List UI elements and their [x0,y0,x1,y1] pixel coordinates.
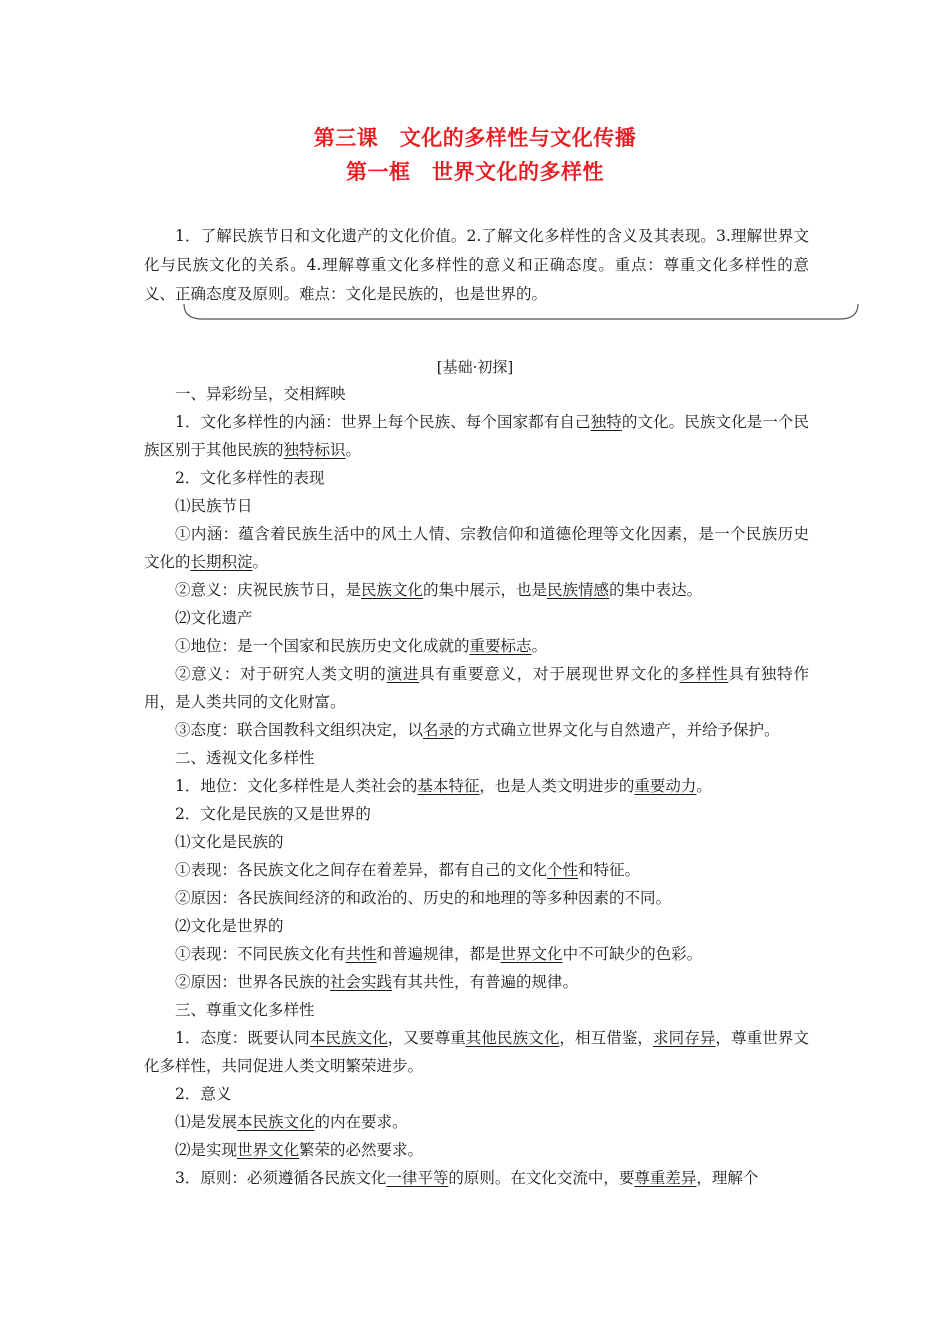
text-run: ①表现：各民族文化之间存在着差异，都有自己的文化 [175,861,548,879]
subheading: 2．文化是民族的又是世界的 [175,805,371,823]
learning-goals: 1．了解民族节日和文化遗产的文化价值。2.了解文化多样性的含义及其表现。3.理解世界文化与民族文化的关系。4.理解尊重文化多样性的意义和正确态度。重点：尊重文化多样性的意义、正确态度及原则。难点：文化是民族的，也是世界的。 [144,227,809,303]
underlined-answer: 社会实践 [330,973,393,991]
underlined-answer: 独特标识 [283,441,346,459]
text-run: ③态度：联合国教科文组织决定，以 [175,721,424,739]
text-run: 和普遍规律，都是 [376,945,501,963]
underlined-answer: 重要动力 [634,777,697,795]
underlined-answer: 个性 [547,861,579,879]
paragraph [144,940,809,968]
text-run: 1．文化多样性的内涵：世界上每个民族、每个国家都有自己 [175,413,591,431]
text-run: ①表现：不同民族文化有 [175,945,346,963]
text-run: 的内在要求。 [314,1113,408,1131]
underlined-answer: 民族情感 [547,581,610,599]
paragraph [144,968,809,996]
text-run: ①地位：是一个国家和民族历史文化成就的 [175,637,470,655]
paragraph [144,716,809,744]
text-run: 中不可缺少的色彩。 [562,945,703,963]
subheading: 2．意义 [175,1085,232,1103]
text-run: ，理解个 [696,1169,759,1187]
paragraph [144,1108,809,1136]
underlined-answer: 尊重差异 [634,1169,697,1187]
paragraph [144,576,809,604]
text-run: ①内涵：蕴含着民族生活中的风土人情、宗教信仰和道德伦理等文化因素，是一个民族历史文化的 [144,525,809,571]
text-run: ②意义：庆祝民族节日，是 [175,581,362,599]
underlined-answer: 求同存异 [653,1029,716,1047]
paragraph [144,408,809,464]
text-run: 的方式确立世界文化与自然遗产，并给予保护。 [454,721,780,739]
goals-bracket-decoration [180,300,862,324]
text-run: 。 [531,637,548,655]
text-run: 。 [696,777,712,795]
subheading: ⑵文化遗产 [175,609,253,627]
text-run: 具有独特作用，是人类共同的文化财富。 [144,665,809,711]
text-run: 有其共性，有普遍的规律。 [392,973,579,991]
text-run: 的原则。在文化交流中，要 [448,1169,635,1187]
heading-3: 三、尊重文化多样性 [175,1001,315,1019]
underlined-answer: 多样性 [679,665,729,683]
text-run: ⑴是发展 [175,1113,238,1131]
text-run: 。 [345,441,362,459]
text-run: 3．原则：必须遵循各民族文化 [175,1169,387,1187]
subheading: 2．文化多样性的表现 [175,469,325,487]
text-run: 1．态度：既要认同 [175,1029,310,1047]
text-run: 具有重要意义，对于展现世界文化的 [419,665,680,683]
paragraph [144,632,809,660]
text-run: 的集中表达。 [609,581,703,599]
paragraph [144,1136,809,1164]
underlined-answer: 世界文化 [500,945,563,963]
text-run: 和特征。 [578,861,641,879]
underlined-answer: 共性 [345,945,377,963]
text-run: 的文化。民族文化是一个民族区别于其他民族的 [144,413,809,459]
basics-heading: [基础·初探] [436,358,514,376]
subheading: ⑵文化是世界的 [175,917,284,935]
underlined-answer: 一律平等 [386,1169,449,1187]
paragraph [144,1024,809,1080]
underlined-answer: 民族文化 [361,581,424,599]
text-run: 。 [252,553,269,571]
text-run: 1．地位：文化多样性是人类社会的 [175,777,418,795]
underlined-answer: 长期积淀 [190,553,253,571]
underlined-answer: 本民族文化 [309,1029,388,1047]
subheading: ⑴文化是民族的 [175,833,284,851]
section-title: 第一框 世界文化的多样性 [346,160,604,184]
underlined-answer: 基本特征 [417,777,480,795]
text-run: 的集中展示，也是 [423,581,548,599]
underlined-answer: 名录 [423,721,455,739]
paragraph [144,660,809,716]
underlined-answer: 独特 [590,413,622,431]
content-body [144,380,809,1192]
text-run: ，尊重世界文化多样性，共同促进人类文明繁荣进步。 [144,1029,809,1075]
text-run: ，也是人类文明进步的 [479,777,635,795]
underlined-answer: 本民族文化 [237,1113,315,1131]
paragraph: ②原因：各民族间经济的和政治的、历史的和地理的等多种因素的不同。 [175,889,672,907]
text-run: ⑵是实现 [175,1141,238,1159]
lesson-title: 第三课 文化的多样性与文化传播 [313,126,637,150]
text-run: ，又要尊重 [387,1029,466,1047]
subheading: ⑴民族节日 [175,497,253,515]
paragraph [144,1164,809,1192]
underlined-answer: 世界文化 [237,1141,300,1159]
paragraph [144,772,809,800]
text-run: ②意义：对于研究人类文明的 [175,665,387,683]
paragraph [144,856,809,884]
heading-2: 二、透视文化多样性 [175,749,315,767]
underlined-answer: 其他民族文化 [465,1029,560,1047]
text-run: ，相互借鉴， [559,1029,654,1047]
text-run: ②原因：世界各民族的 [175,973,331,991]
underlined-answer: 重要标志 [469,637,532,655]
paragraph [144,520,809,576]
text-run: 繁荣的必然要求。 [299,1141,424,1159]
underlined-answer: 演进 [386,665,420,683]
heading-1: 一、异彩纷呈，交相辉映 [175,385,346,403]
